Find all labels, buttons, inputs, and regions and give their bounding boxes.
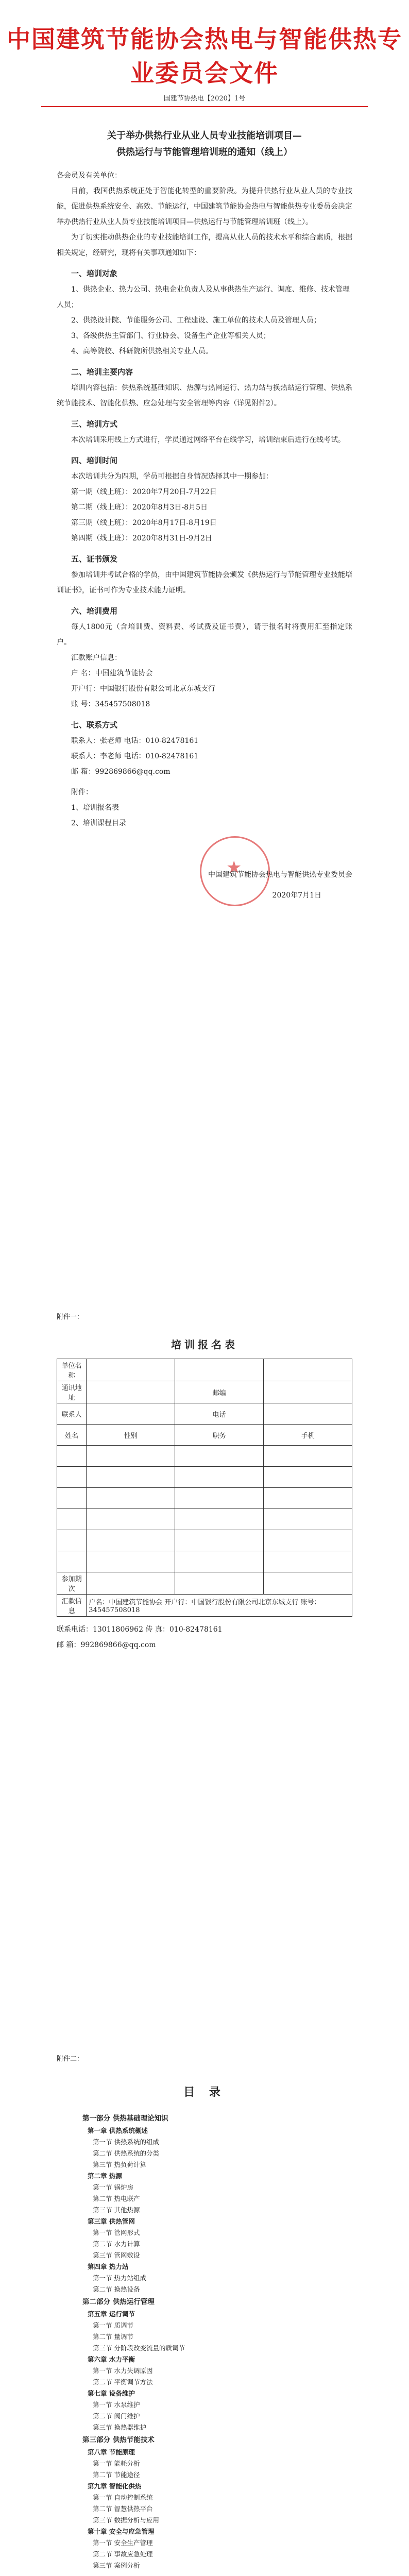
toc-part: 第二部分 供热运行管理 xyxy=(82,2298,155,2306)
toc-chap: 第七章 设备维护 xyxy=(88,2389,135,2397)
table-cell xyxy=(175,1572,264,1595)
contact-line: 邮 箱：992869866@qq.com xyxy=(71,768,171,776)
course-catalog xyxy=(0,2048,409,2576)
section-heading: 五、证书颁发 xyxy=(71,554,118,564)
section-heading: 二、培训主要内容 xyxy=(71,367,133,377)
toc-item: 第三节 热负荷计算 xyxy=(93,2161,146,2168)
table-row xyxy=(57,1425,352,1446)
toc-item: 第一节 水力失调原因 xyxy=(93,2367,153,2375)
toc-item: 第二节 换热设备 xyxy=(93,2285,140,2293)
table-row xyxy=(57,1467,352,1488)
table-row xyxy=(57,1403,352,1425)
table-cell: 职务 xyxy=(175,1425,264,1446)
toc-item: 第二节 事故应急处理 xyxy=(93,2550,153,2558)
table-cell xyxy=(175,1509,264,1530)
toc-item: 第二节 节能途径 xyxy=(93,2471,140,2479)
table-cell xyxy=(87,1530,175,1551)
table-cell xyxy=(264,1488,352,1509)
toc-item: 第一节 供热系统的组成 xyxy=(93,2138,159,2146)
form-contact: 联系电话：13011806962 传 真：010-82478161 xyxy=(57,1625,223,1634)
table-cell xyxy=(264,1467,352,1488)
toc-item: 第三节 管网敷设 xyxy=(93,2251,140,2259)
table-cell xyxy=(87,1509,175,1530)
schedule-item: 第四期（线上班）：2020年8月31日-9月2日 xyxy=(71,534,212,543)
intro-paragraph: 目前，我国供热系统正处于智能化转型的重要阶段。为提升供热行业从业人员的专业技能，促进供热系统安全、高效、节能运行，中国建筑节能协会热电与智能供热专业委员会决定举办供热行业从业人员专业技能培训项目—供热运行与节能管理培训班（线上）。 xyxy=(57,187,352,226)
account-line: 开户行：中国银行股份有限公司北京东城支行 xyxy=(71,685,215,693)
table-row xyxy=(57,1530,352,1551)
table-cell: 汇款信息 xyxy=(57,1595,87,1617)
table-cell xyxy=(57,1467,87,1488)
table-cell: 性别 xyxy=(87,1425,175,1446)
table-cell xyxy=(57,1509,87,1530)
table-cell xyxy=(87,1359,175,1381)
fee-paragraph: 每人1800元（含培训费、资料费、考试费及证书费），请于报名时将费用汇至指定账户。 xyxy=(57,623,352,647)
table-cell xyxy=(87,1488,175,1509)
toc-item: 第一节 质调节 xyxy=(93,2321,133,2329)
table-row xyxy=(57,1509,352,1530)
registration-form xyxy=(0,1306,409,2048)
document-number: 国建节协热电【2020】1号 xyxy=(163,95,246,103)
attachment-label: 附件一： xyxy=(57,1313,84,1321)
toc-chap: 第六章 水力平衡 xyxy=(88,2355,135,2363)
toc-list xyxy=(57,2112,352,2571)
schedule-intro: 本次培训共分为四期，学员可根据自身情况选择其中一期参加： xyxy=(71,472,273,481)
table-cell: 单位名称 xyxy=(57,1359,87,1381)
attachment-label: 附件二： xyxy=(57,2055,84,2063)
target-item: 3、各级供热主管部门、行业协会、设备生产企业等相关人员； xyxy=(71,332,270,340)
table-cell xyxy=(87,1381,175,1403)
attachment-item: 2、培训课程目录 xyxy=(71,819,126,827)
target-item: 1、供热企业、热力公司、热电企业负责人及从事供热生产运行、调度、维修、技术管理人员； xyxy=(57,285,350,309)
table-row xyxy=(57,1446,352,1467)
table-cell: 电话 xyxy=(175,1403,264,1425)
table-cell xyxy=(175,1488,264,1509)
toc-item: 第二节 量调节 xyxy=(93,2333,133,2341)
target-item: 4、高等院校、科研院所供热相关专业人员。 xyxy=(71,347,213,355)
table-cell xyxy=(87,1403,175,1425)
toc-item: 第一节 能耗分析 xyxy=(93,2460,140,2467)
toc-item: 第二节 平衡调节方法 xyxy=(93,2378,153,2386)
content-paragraph: 培训内容包括：供热系统基础知识、热源与热网运行、热力站与换热站运行管理、供热系统节能技术、智能化供热、应急处理与安全管理等内容（详见附件2）。 xyxy=(57,384,352,408)
document-header xyxy=(0,5,409,108)
signing-date: 2020年7月1日 xyxy=(272,891,321,900)
toc-heading: 目 录 xyxy=(183,2086,226,2099)
table-cell: 户名：中国建筑节能协会 开户行：中国银行股份有限公司北京东城支行 账号：345457508018 xyxy=(87,1595,352,1617)
section-heading: 一、培训对象 xyxy=(71,269,118,278)
toc-item: 第三节 案例分析 xyxy=(93,2562,140,2569)
registration-table xyxy=(57,1359,352,1617)
toc-item: 第二节 阀门维护 xyxy=(93,2412,140,2420)
table-cell xyxy=(175,1446,264,1467)
table-cell xyxy=(264,1509,352,1530)
toc-item: 第一节 自动控制系统 xyxy=(93,2494,153,2501)
table-cell xyxy=(175,1551,264,1572)
toc-item: 第三节 换热器维护 xyxy=(93,2424,146,2431)
section-heading: 三、培训方式 xyxy=(71,419,118,429)
attachments-title: 附件： xyxy=(71,788,93,796)
org-title: 中国建筑节能协会热电与智能供热专业委员会文件 xyxy=(7,25,402,87)
toc-item: 第三节 数据分析与应用 xyxy=(93,2516,159,2524)
contact-line: 联系人：李老师 电话：010-82478161 xyxy=(71,752,199,760)
table-cell xyxy=(57,1446,87,1467)
notice-body xyxy=(0,118,409,1293)
schedule-item: 第一期（线上班）：2020年7月20日-7月22日 xyxy=(71,488,217,496)
section-heading: 七、联系方式 xyxy=(71,720,118,730)
section-heading: 四、培训时间 xyxy=(71,456,118,465)
attachment-item: 1、培训报名表 xyxy=(71,804,119,812)
toc-part: 第一部分 供热基础理论知识 xyxy=(82,2114,168,2123)
notice-title-line2: 供热运行与节能管理培训班的通知（线上） xyxy=(116,147,293,158)
table-cell xyxy=(264,1572,352,1595)
toc-chap: 第八章 节能原理 xyxy=(88,2448,135,2456)
toc-chap: 第三章 供热管网 xyxy=(88,2217,135,2225)
account-line: 户 名：中国建筑节能协会 xyxy=(71,669,153,677)
notice-title-line1: 关于举办供热行业从业人员专业技能培训项目— xyxy=(107,130,302,141)
table-row xyxy=(57,1572,352,1595)
toc-item: 第二节 水力计算 xyxy=(93,2240,140,2248)
toc-item: 第一节 管网形式 xyxy=(93,2229,140,2236)
toc-part: 第三部分 供热节能技术 xyxy=(82,2436,155,2444)
table-cell xyxy=(264,1530,352,1551)
schedule-item: 第二期（线上班）：2020年8月3日-8月5日 xyxy=(71,503,208,512)
toc-chap: 第十章 安全与应急管理 xyxy=(88,2528,155,2535)
table-cell: 联系人 xyxy=(57,1403,87,1425)
toc-item: 第二节 热电联产 xyxy=(93,2195,140,2202)
toc-item: 第二节 供热系统的分类 xyxy=(93,2149,159,2157)
table-cell xyxy=(175,1467,264,1488)
table-cell xyxy=(264,1446,352,1467)
table-cell xyxy=(264,1359,352,1381)
table-cell xyxy=(57,1551,87,1572)
table-cell xyxy=(87,1572,175,1595)
account-title: 汇款账户信息： xyxy=(71,654,122,662)
table-cell xyxy=(175,1530,264,1551)
form-title: 培训报名表 xyxy=(171,1338,238,1351)
table-cell xyxy=(57,1488,87,1509)
contact-line: 联系人：张老师 电话：010-82478161 xyxy=(71,737,199,745)
target-item: 2、供热设计院、节能服务公司、工程建设、施工单位的技术人员及管理人员； xyxy=(71,316,321,325)
table-cell xyxy=(175,1359,264,1381)
toc-item: 第三节 其他热源 xyxy=(93,2206,140,2214)
table-row xyxy=(57,1595,352,1617)
salutation: 各会员及有关单位： xyxy=(57,172,122,180)
signer: 中国建筑节能协会热电与智能供热专业委员会 xyxy=(208,871,352,879)
toc-item: 第一节 水泵维护 xyxy=(93,2401,140,2409)
toc-chap: 第五章 运行调节 xyxy=(88,2310,135,2318)
intro-paragraph: 为了切实推动供热企业的专业技能培训工作，提高从业人员的技术水平和综合素质，根据相关规定，经研究，现将有关事项通知如下： xyxy=(57,233,352,257)
schedule-item: 第三期（线上班）：2020年8月17日-8月19日 xyxy=(71,519,217,527)
toc-chap: 第四章 热力站 xyxy=(88,2263,129,2270)
toc-chap: 第二章 热源 xyxy=(88,2172,122,2180)
table-row xyxy=(57,1551,352,1572)
table-cell: 姓名 xyxy=(57,1425,87,1446)
table-cell: 邮编 xyxy=(175,1381,264,1403)
toc-item: 第一节 安全生产管理 xyxy=(93,2539,153,2547)
table-cell xyxy=(264,1551,352,1572)
table-cell: 手机 xyxy=(264,1425,352,1446)
table-row xyxy=(57,1488,352,1509)
table-row xyxy=(57,1359,352,1381)
table-cell xyxy=(264,1381,352,1403)
table-cell xyxy=(57,1530,87,1551)
toc-item: 第一节 热力站组成 xyxy=(93,2274,146,2282)
toc-item: 第二节 智慧供热平台 xyxy=(93,2505,153,2513)
header-divider xyxy=(41,106,368,107)
method-paragraph: 本次培训采用线上方式进行，学员通过网络平台在线学习，培训结束后进行在线考试。 xyxy=(71,436,345,444)
toc-item: 第一节 锅炉房 xyxy=(93,2183,133,2191)
section-heading: 六、培训费用 xyxy=(71,606,118,616)
account-line: 账 号：345457508018 xyxy=(71,700,150,708)
form-email: 邮 箱：992869866@qq.com xyxy=(57,1641,156,1649)
toc-item: 第三节 分阶段改变流量的质调节 xyxy=(93,2344,185,2352)
cert-paragraph: 参加培训并考试合格的学员，由中国建筑节能协会颁发《供热运行与节能管理专业技能培训证书》，证书可作为专业技术能力证明。 xyxy=(57,571,352,595)
table-cell xyxy=(264,1403,352,1425)
table-cell xyxy=(87,1446,175,1467)
table-cell: 参加期次 xyxy=(57,1572,87,1595)
toc-chap: 第一章 供热系统概述 xyxy=(88,2127,148,2134)
table-row xyxy=(57,1381,352,1403)
toc-chap: 第九章 智能化供热 xyxy=(88,2482,142,2490)
table-cell xyxy=(87,1467,175,1488)
table-cell: 通讯地址 xyxy=(57,1381,87,1403)
table-cell xyxy=(87,1551,175,1572)
